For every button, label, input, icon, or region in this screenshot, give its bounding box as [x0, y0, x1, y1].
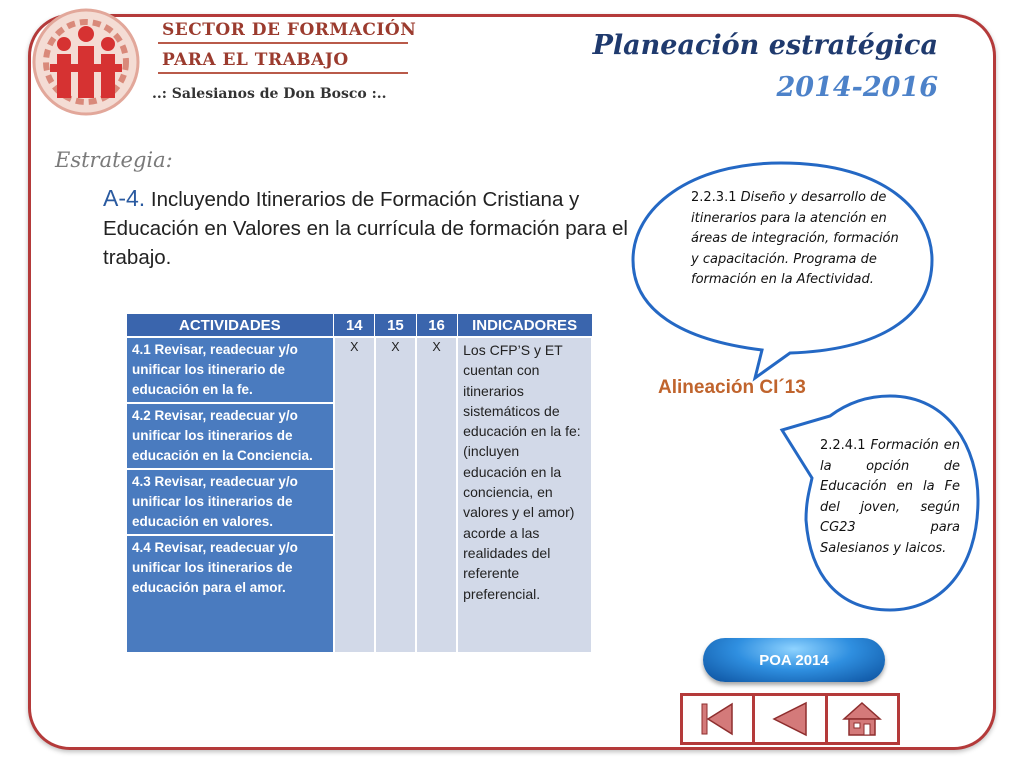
activity-cell: 4.4 Revisar, readecuar y/o unificar los itinerarios de educación para el amor.	[126, 535, 334, 653]
bubble-top-text	[691, 188, 907, 291]
brand-subtitle: ..: Salesianos de Don Bosco :..	[152, 86, 387, 102]
brand-title-line2: PARA EL TRABAJO	[162, 50, 349, 70]
bubble-bottom-text	[820, 436, 960, 559]
activity-cell: 4.2 Revisar, readecuar y/o unificar los itinerarios de educación en la Conciencia.	[126, 403, 334, 469]
mark-cell-14: X	[334, 337, 375, 653]
page-title: Planeación estratégica	[592, 30, 938, 61]
poa-button-label: POA 2014	[759, 651, 829, 669]
previous-slide-button[interactable]	[755, 696, 827, 742]
activity-cell: 4.3 Revisar, readecuar y/o unificar los itinerarios de educación en valores.	[126, 469, 334, 535]
brand-title-line1: SECTOR DE FORMACIÓN	[162, 20, 417, 40]
column-header-indicators: INDICADORES	[457, 314, 592, 338]
strategy-code: A-4.	[103, 185, 146, 211]
bubble-bottom-code: 2.2.4.1	[820, 438, 866, 453]
indicator-cell: Los CFP’S y ET cuentan con itinerarios sistemáticos de educación en la fe: (incluyen educación en la conciencia, en valores y el amor) acorde a las realidades del referente preferencial.	[457, 337, 592, 653]
strategy-label: Estrategia:	[55, 148, 173, 172]
column-header-activities: ACTIVIDADES	[126, 314, 334, 338]
first-slide-button[interactable]	[683, 696, 755, 742]
home-button[interactable]	[828, 696, 897, 742]
page-period: 2014-2016	[776, 72, 938, 103]
mark-cell-16: X	[416, 337, 457, 653]
bubble-top-code: 2.2.3.1	[691, 190, 737, 205]
previous-slide-icon	[768, 700, 812, 738]
strategy-text: Incluyendo Itinerarios de Formación Cristiana y Educación en Valores en la currícula de formación para el trabajo.	[103, 188, 628, 269]
home-icon	[840, 700, 884, 738]
bubble-bottom-description: Formación en la opción de Educación en la Fe del joven, según CG23 para Salesianos y laicos.	[820, 438, 960, 556]
slide-navigation-bar	[680, 693, 900, 745]
column-header-15: 15	[375, 314, 416, 338]
column-header-14: 14	[334, 314, 375, 338]
poa-2014-button[interactable]	[703, 638, 885, 682]
mark-cell-15: X	[375, 337, 416, 653]
activity-cell: 4.1 Revisar, readecuar y/o unificar los itinerario de educación en la fe.	[126, 337, 334, 403]
bubble-top-description: Diseño y desarrollo de itinerarios para la atención en áreas de integración, formación y capacitación. Programa de formación en la Afectividad.	[691, 190, 899, 287]
column-header-16: 16	[416, 314, 457, 338]
first-slide-icon	[696, 700, 740, 738]
alineacion-label: Alineación CI´13	[658, 377, 806, 398]
